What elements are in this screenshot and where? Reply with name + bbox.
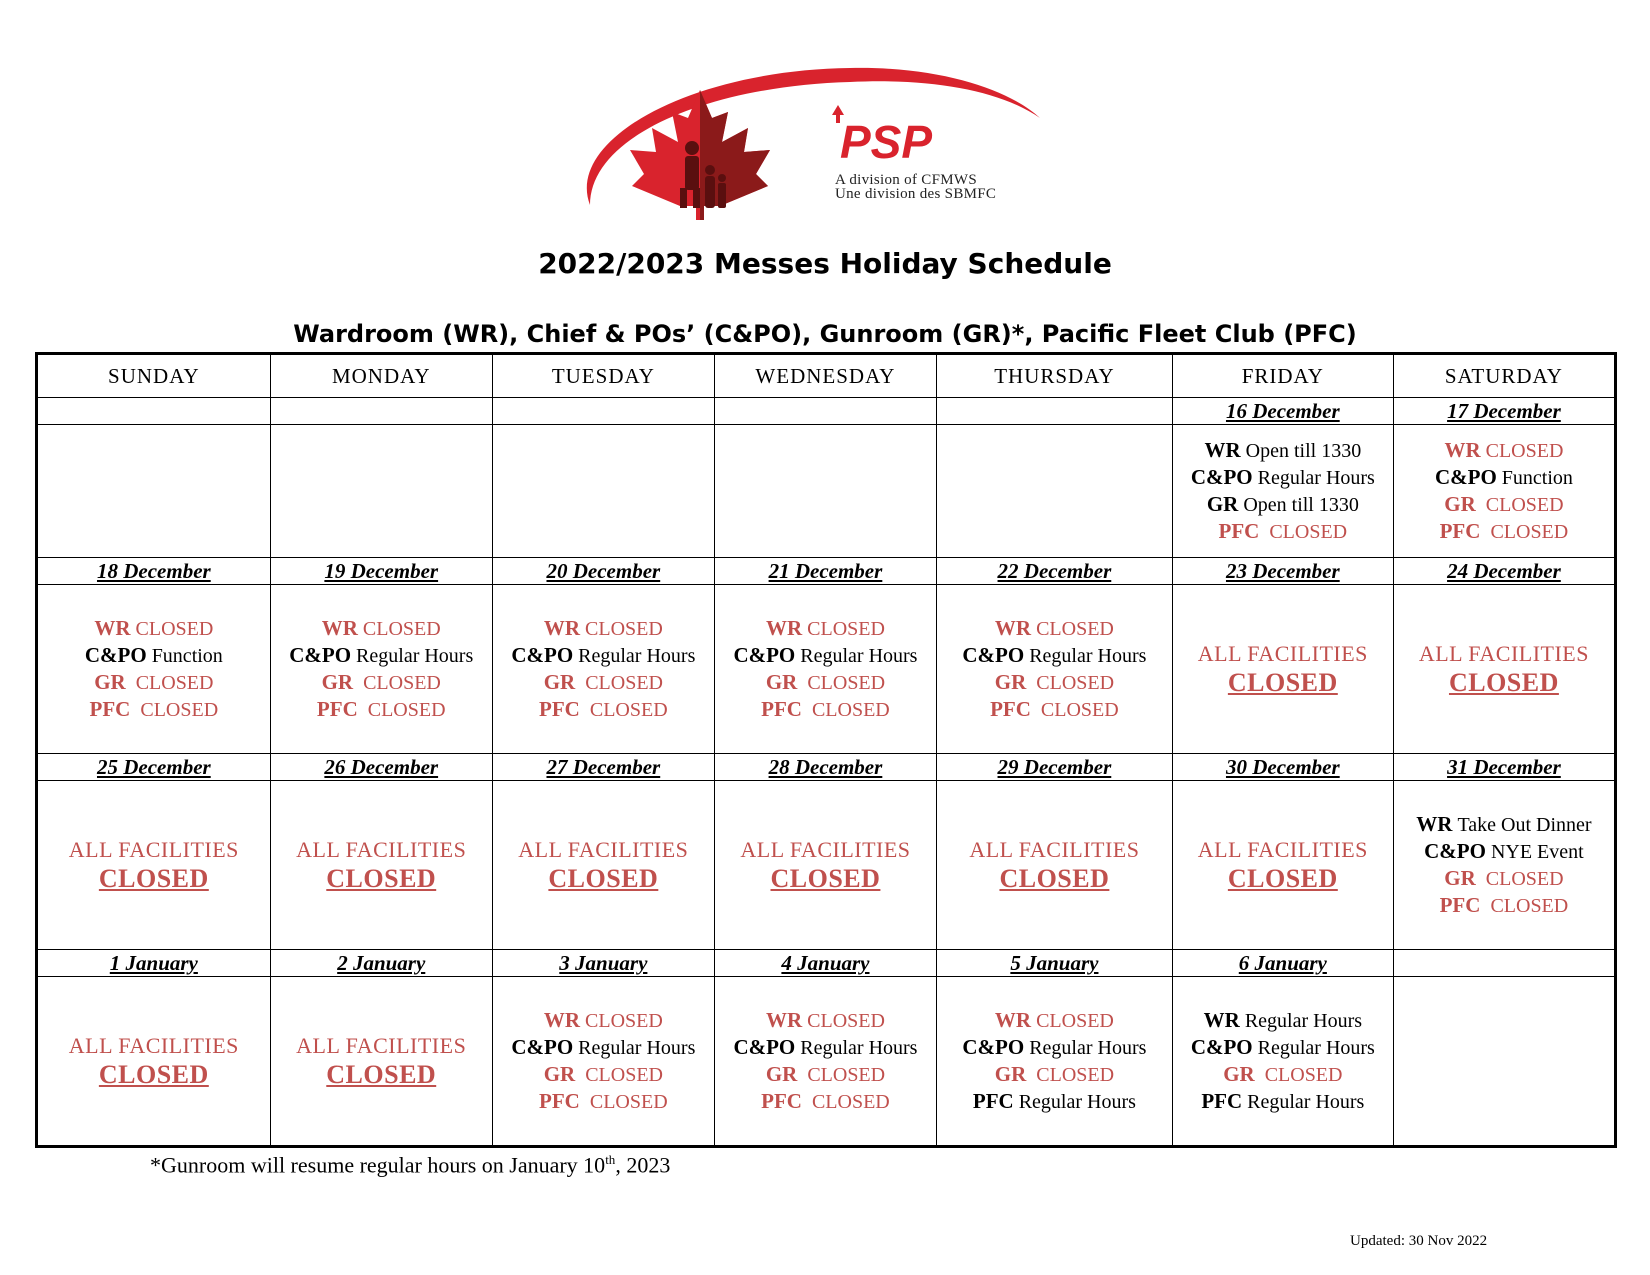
facility-hours: CLOSED: [1485, 440, 1564, 462]
facility-status: [937, 642, 1172, 669]
facility-hours: CLOSED: [367, 699, 446, 721]
facility-hours: CLOSED: [362, 618, 441, 640]
day-header-friday: FRIDAY: [1172, 354, 1393, 398]
facility-hours: CLOSED: [807, 1064, 886, 1086]
facility-code: WR: [994, 1008, 1032, 1032]
footnote-text: *Gunroom will resume regular hours on January 10: [150, 1152, 606, 1178]
day-cell: [492, 781, 714, 950]
date-label: 27 December: [492, 754, 714, 781]
facility-hours: CLOSED: [140, 699, 219, 721]
facility-hours: CLOSED: [1264, 1064, 1343, 1086]
svg-text:PSP: PSP: [840, 116, 933, 168]
facility-status: [715, 1034, 936, 1061]
facility-hours: Regular Hours: [578, 645, 696, 667]
facility-code: WR: [543, 1008, 581, 1032]
day-cell-row: [37, 977, 1616, 1147]
date-label: 16 December: [1172, 398, 1393, 425]
facility-status: [1394, 811, 1614, 838]
all-facilities-label: ALL FACILITIES: [1197, 837, 1368, 862]
all-facilities-label: ALL FACILITIES: [740, 837, 911, 862]
date-label: [1393, 950, 1615, 977]
day-cell: [37, 425, 271, 558]
facility-status: [493, 669, 714, 696]
facility-status: [1394, 838, 1614, 865]
facility-code: C&PO: [84, 643, 147, 667]
facility-hours: Regular Hours: [1018, 1091, 1136, 1113]
date-label: 28 December: [714, 754, 936, 781]
facility-code: WR: [765, 616, 803, 640]
date-label: 29 December: [937, 754, 1173, 781]
facility-hours: CLOSED: [807, 672, 886, 694]
date-label: 3 January: [492, 950, 714, 977]
facility-code: PFC: [761, 697, 802, 721]
facility-code: PFC: [1439, 893, 1481, 917]
facility-status: [271, 696, 492, 723]
date-label: [37, 398, 271, 425]
facility-hours: CLOSED: [135, 618, 214, 640]
facility-hours: Regular Hours: [800, 1037, 918, 1059]
date-label: 21 December: [714, 558, 936, 585]
date-label: 26 December: [270, 754, 492, 781]
facility-hours: CLOSED: [585, 1064, 663, 1086]
facility-status: [38, 642, 270, 669]
psp-logo: [570, 60, 1090, 220]
day-cell: [937, 425, 1173, 558]
facility-hours: CLOSED: [807, 618, 885, 640]
facility-code: PFC: [539, 1089, 580, 1113]
facility-code: WR: [994, 616, 1032, 640]
facility-code: C&PO: [511, 1035, 574, 1059]
facility-hours: NYE Event: [1490, 841, 1584, 863]
facility-code: WR: [1204, 438, 1241, 462]
facility-hours: Open till 1330: [1243, 494, 1359, 516]
facility-hours: CLOSED: [585, 1010, 663, 1032]
facility-code: C&PO: [1190, 465, 1253, 489]
facility-code: WR: [94, 616, 131, 640]
facility-status: [493, 615, 714, 642]
facility-hours: CLOSED: [1036, 672, 1115, 694]
facility-hours: Take Out Dinner: [1457, 814, 1592, 836]
day-cell: [1172, 425, 1393, 558]
updated-date: Updated: 30 Nov 2022: [1350, 1233, 1488, 1249]
facility-status: [38, 696, 270, 723]
facility-code: WR: [1444, 438, 1481, 462]
day-cell: [492, 425, 714, 558]
all-facilities-label: ALL FACILITIES: [296, 1033, 467, 1058]
all-facilities-label: ALL FACILITIES: [68, 1033, 239, 1058]
facility-code: GR: [1444, 866, 1476, 890]
facility-status: [271, 669, 492, 696]
day-cell: [1172, 781, 1393, 950]
facility-hours: Open till 1330: [1245, 440, 1362, 462]
facility-hours: CLOSED: [807, 1010, 885, 1032]
facility-hours: Regular Hours: [356, 645, 474, 667]
closed-label: CLOSED: [326, 1060, 437, 1089]
facility-hours: Function: [1501, 467, 1573, 489]
closed-label: CLOSED: [98, 1060, 209, 1089]
facility-hours: Function: [151, 645, 223, 667]
day-header-sunday: SUNDAY: [37, 354, 271, 398]
facility-status: [38, 615, 270, 642]
facility-code: PFC: [990, 697, 1031, 721]
facility-status: [1173, 1034, 1393, 1061]
facility-hours: CLOSED: [1485, 494, 1564, 516]
facility-code: PFC: [972, 1089, 1014, 1113]
facility-code: PFC: [316, 697, 358, 721]
facility-hours: CLOSED: [1490, 521, 1569, 543]
date-label: 19 December: [270, 558, 492, 585]
all-facilities-label: ALL FACILITIES: [68, 837, 239, 862]
facility-code: WR: [321, 616, 358, 640]
day-cell: [1393, 585, 1615, 754]
closed-label: CLOSED: [326, 864, 437, 893]
facility-status: [271, 615, 492, 642]
all-facilities-label: ALL FACILITIES: [1418, 641, 1589, 666]
facility-status: [493, 1007, 714, 1034]
date-label: 1 January: [37, 950, 271, 977]
closed-label: CLOSED: [1227, 668, 1338, 697]
facility-status: [493, 1088, 714, 1115]
facility-status: [493, 642, 714, 669]
facility-status: [493, 1034, 714, 1061]
date-label: 20 December: [492, 558, 714, 585]
facility-code: GR: [765, 1062, 798, 1086]
day-cell: [937, 977, 1173, 1147]
date-row: [37, 398, 1616, 425]
facility-status: [1394, 464, 1614, 491]
facility-hours: Regular Hours: [800, 645, 918, 667]
date-label: 18 December: [37, 558, 271, 585]
date-label: 17 December: [1393, 398, 1615, 425]
facility-status: [1394, 437, 1614, 464]
day-header-row: [37, 354, 1616, 398]
facility-status: [937, 615, 1172, 642]
facility-status: [493, 696, 714, 723]
facility-code: PFC: [761, 1089, 802, 1113]
facility-hours: CLOSED: [811, 699, 890, 721]
facility-hours: CLOSED: [1036, 1064, 1115, 1086]
day-cell: [37, 781, 271, 950]
day-cell: [714, 977, 936, 1147]
day-cell: [937, 585, 1173, 754]
date-label: 30 December: [1172, 754, 1393, 781]
day-cell: [270, 585, 492, 754]
facility-code: C&PO: [1424, 839, 1486, 863]
facility-status: [937, 696, 1172, 723]
day-header-saturday: SATURDAY: [1393, 354, 1615, 398]
facility-status: [715, 615, 936, 642]
facility-status: [937, 669, 1172, 696]
facility-hours: CLOSED: [589, 1091, 668, 1113]
closed-label: CLOSED: [1448, 668, 1559, 697]
day-cell: [492, 585, 714, 754]
facility-hours: CLOSED: [589, 699, 668, 721]
facility-code: WR: [1203, 1008, 1240, 1032]
day-cell: [1393, 425, 1615, 558]
date-label: 5 January: [937, 950, 1173, 977]
day-cell: [492, 977, 714, 1147]
facility-hours: CLOSED: [363, 672, 441, 694]
closed-label: CLOSED: [1227, 864, 1338, 893]
facility-hours: Regular Hours: [1257, 467, 1375, 489]
day-header-thursday: THURSDAY: [937, 354, 1173, 398]
date-row: [37, 754, 1616, 781]
facility-code: GR: [1206, 492, 1239, 516]
day-cell: [714, 585, 936, 754]
day-cell: [714, 781, 936, 950]
day-cell: [1172, 585, 1393, 754]
facility-hours: Regular Hours: [1029, 645, 1147, 667]
day-cell: [1172, 977, 1393, 1147]
facility-status: [715, 642, 936, 669]
date-label: 6 January: [1172, 950, 1393, 977]
maple-leaf-icon: [630, 90, 770, 220]
facility-hours: CLOSED: [1490, 895, 1569, 917]
facility-hours: Regular Hours: [1247, 1091, 1365, 1113]
facility-status: [715, 1061, 936, 1088]
footnote: [150, 1152, 670, 1178]
facility-code: PFC: [1218, 519, 1260, 543]
facility-status: [1173, 1061, 1393, 1088]
facility-status: [715, 1088, 936, 1115]
facility-hours: CLOSED: [811, 1091, 890, 1113]
facility-code: C&PO: [1190, 1035, 1253, 1059]
facility-code: GR: [321, 670, 354, 694]
footnote-sup: th: [605, 1152, 616, 1167]
day-cell-row: [37, 781, 1616, 950]
facility-status: [271, 642, 492, 669]
day-cell: [937, 781, 1173, 950]
facility-status: [1173, 1088, 1393, 1115]
facility-hours: CLOSED: [585, 618, 663, 640]
facility-code: GR: [765, 670, 798, 694]
facility-code: PFC: [1201, 1089, 1243, 1113]
facility-status: [1173, 464, 1393, 491]
date-label: 4 January: [714, 950, 936, 977]
day-cell: [1393, 977, 1615, 1147]
facility-code: GR: [543, 670, 576, 694]
facility-status: [1394, 491, 1614, 518]
facility-status: [715, 696, 936, 723]
facility-hours: CLOSED: [1036, 1010, 1114, 1032]
facility-code: GR: [543, 1062, 576, 1086]
facility-status: [937, 1007, 1172, 1034]
date-label: [937, 398, 1173, 425]
facility-status: [937, 1034, 1172, 1061]
date-label: 25 December: [37, 754, 271, 781]
date-label: 23 December: [1172, 558, 1393, 585]
all-facilities-label: ALL FACILITIES: [1197, 641, 1368, 666]
facility-status: [937, 1061, 1172, 1088]
logo-tagline-en: A division of CFMWS: [835, 172, 977, 188]
footnote-suffix: , 2023: [615, 1152, 671, 1178]
all-facilities-label: ALL FACILITIES: [518, 837, 689, 862]
facility-status: [1394, 518, 1614, 545]
holiday-schedule-table: [35, 352, 1617, 1148]
facility-status: [1394, 892, 1614, 919]
facility-hours: CLOSED: [1269, 521, 1348, 543]
all-facilities-label: ALL FACILITIES: [969, 837, 1140, 862]
facility-code: C&PO: [962, 1035, 1025, 1059]
day-cell-row: [37, 425, 1616, 558]
day-cell-row: [37, 585, 1616, 754]
date-label: [492, 398, 714, 425]
closed-label: CLOSED: [98, 864, 209, 893]
facility-hours: CLOSED: [1040, 699, 1119, 721]
date-label: [714, 398, 936, 425]
day-header-wednesday: WEDNESDAY: [714, 354, 936, 398]
facility-code: GR: [94, 670, 126, 694]
facility-code: PFC: [89, 697, 131, 721]
facility-hours: Regular Hours: [1244, 1010, 1363, 1032]
facility-hours: Regular Hours: [578, 1037, 696, 1059]
facility-code: C&PO: [289, 643, 352, 667]
facility-code: GR: [1444, 492, 1476, 516]
date-label: 24 December: [1393, 558, 1615, 585]
date-label: 2 January: [270, 950, 492, 977]
facility-code: C&PO: [962, 643, 1025, 667]
date-label: 22 December: [937, 558, 1173, 585]
day-cell: [270, 425, 492, 558]
facility-status: [1173, 437, 1393, 464]
facility-code: GR: [994, 1062, 1027, 1086]
facility-status: [1394, 865, 1614, 892]
day-header-tuesday: TUESDAY: [492, 354, 714, 398]
psp-wordmark-icon: [832, 105, 932, 168]
day-cell: [1393, 781, 1615, 950]
logo-tagline-fr: Une division des SBMFC: [835, 186, 997, 202]
facility-code: C&PO: [733, 1035, 796, 1059]
closed-label: CLOSED: [548, 864, 659, 893]
date-label: [270, 398, 492, 425]
facility-status: [1173, 518, 1393, 545]
facility-code: C&PO: [511, 643, 574, 667]
facility-status: [1173, 491, 1393, 518]
facility-code: GR: [994, 670, 1027, 694]
facility-code: WR: [543, 616, 581, 640]
facility-code: C&PO: [733, 643, 796, 667]
facility-code: C&PO: [1434, 465, 1497, 489]
facility-status: [715, 1007, 936, 1034]
day-header-monday: MONDAY: [270, 354, 492, 398]
facility-status: [937, 1088, 1172, 1115]
day-cell: [37, 977, 271, 1147]
facility-code: WR: [765, 1008, 803, 1032]
facility-status: [493, 1061, 714, 1088]
day-cell: [270, 781, 492, 950]
facility-code: WR: [1416, 812, 1453, 836]
facility-status: [1173, 1007, 1393, 1034]
closed-label: CLOSED: [999, 864, 1110, 893]
facility-code: PFC: [1439, 519, 1481, 543]
date-label: 31 December: [1393, 754, 1615, 781]
facility-hours: Regular Hours: [1257, 1037, 1375, 1059]
day-cell: [270, 977, 492, 1147]
all-facilities-label: ALL FACILITIES: [296, 837, 467, 862]
facility-status: [38, 669, 270, 696]
page-title: 2022/2023 Messes Holiday Schedule: [538, 247, 1112, 280]
date-row: [37, 950, 1616, 977]
facility-hours: CLOSED: [1485, 868, 1564, 890]
facility-hours: CLOSED: [135, 672, 214, 694]
facility-code: PFC: [539, 697, 580, 721]
facility-code: GR: [1223, 1062, 1255, 1086]
day-cell: [714, 425, 936, 558]
facility-status: [715, 669, 936, 696]
day-cell: [37, 585, 271, 754]
facility-hours: Regular Hours: [1029, 1037, 1147, 1059]
page-subtitle: Wardroom (WR), Chief & POs’ (C&PO), Gunroom (GR)*, Pacific Fleet Club (PFC): [293, 320, 1357, 348]
date-row: [37, 558, 1616, 585]
facility-hours: CLOSED: [585, 672, 663, 694]
facility-hours: CLOSED: [1036, 618, 1114, 640]
closed-label: CLOSED: [770, 864, 881, 893]
